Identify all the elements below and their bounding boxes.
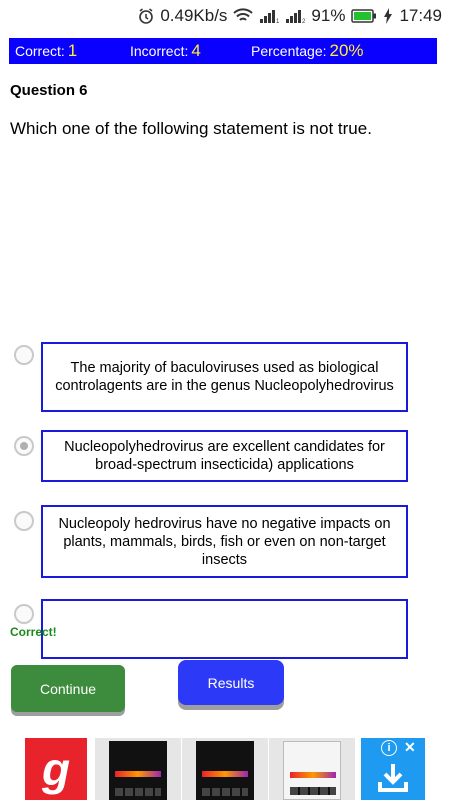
ad-screenshot-2-stripe — [202, 771, 248, 777]
ad-screenshot-2[interactable] — [182, 738, 268, 800]
ad-screenshot-2-thumbs — [202, 788, 248, 796]
percentage — [251, 41, 364, 61]
svg-text:2: 2 — [302, 19, 306, 25]
wifi-icon — [233, 8, 253, 24]
signal-1-icon — [259, 8, 279, 24]
charging-icon — [383, 8, 393, 24]
ad-screenshot-3-phone — [283, 741, 341, 800]
ad-screenshot-1[interactable] — [95, 738, 181, 800]
incorrect-count — [130, 41, 201, 61]
correct-value: 1 — [67, 41, 78, 60]
ad-screenshot-1-thumbs — [115, 788, 161, 796]
gaana-logo-icon[interactable]: g — [25, 738, 87, 800]
battery-icon — [351, 9, 377, 23]
ad-info-icon[interactable]: i — [381, 740, 397, 756]
option-radio-3[interactable] — [14, 511, 34, 531]
score-bar — [9, 38, 437, 64]
option-radio-2[interactable] — [14, 436, 34, 456]
ad-screenshot-3-stripe — [290, 772, 336, 778]
ad-screenshot-2-phone — [196, 741, 254, 800]
correct-label: Correct: — [15, 43, 65, 59]
network-speed: 0.49Kb/s — [160, 6, 228, 25]
percentage-label: Percentage: — [251, 43, 327, 59]
answer-feedback: Correct! — [10, 625, 57, 639]
results-button[interactable]: Results — [178, 660, 284, 705]
option-4[interactable] — [41, 599, 408, 659]
percentage-value: 20% — [329, 41, 364, 60]
close-icon[interactable]: ✕ — [404, 739, 416, 755]
ad-screenshot-3-thumbs — [290, 787, 336, 795]
option-1[interactable]: The majority of baculoviruses used as biological controlagents are in the genus Nucleopolyhedrovirus — [41, 342, 408, 412]
option-2[interactable]: Nucleopolyhedrovirus are excellent candidates for broad-spectrum insecticida) applications — [41, 430, 408, 482]
continue-button[interactable]: Continue — [11, 665, 125, 712]
status-bar — [0, 0, 450, 32]
question-text: Which one of the following statement is not true. — [10, 119, 372, 138]
download-icon — [376, 760, 410, 794]
battery-percent: 91% — [311, 6, 346, 25]
ad-screenshot-1-stripe — [115, 771, 161, 777]
ad-screenshot-1-phone — [109, 741, 167, 800]
option-3[interactable]: Nucleopoly hedrovirus have no negative impacts on plants, mammals, birds, fish or even on non-target insects — [41, 505, 408, 578]
option-radio-1[interactable] — [14, 345, 34, 365]
ad-screenshot-3[interactable] — [269, 738, 355, 800]
option-radio-4[interactable] — [14, 604, 34, 624]
incorrect-label: Incorrect: — [130, 43, 189, 59]
alarm-icon — [138, 8, 154, 24]
ad-banner[interactable] — [0, 738, 450, 800]
signal-2-icon — [285, 8, 305, 24]
incorrect-value: 4 — [191, 41, 201, 60]
clock: 17:49 — [399, 6, 442, 25]
correct-count — [15, 41, 77, 61]
options-list[interactable] — [0, 335, 450, 610]
question-number: Question 6 — [10, 82, 88, 99]
svg-text:1: 1 — [276, 19, 280, 25]
